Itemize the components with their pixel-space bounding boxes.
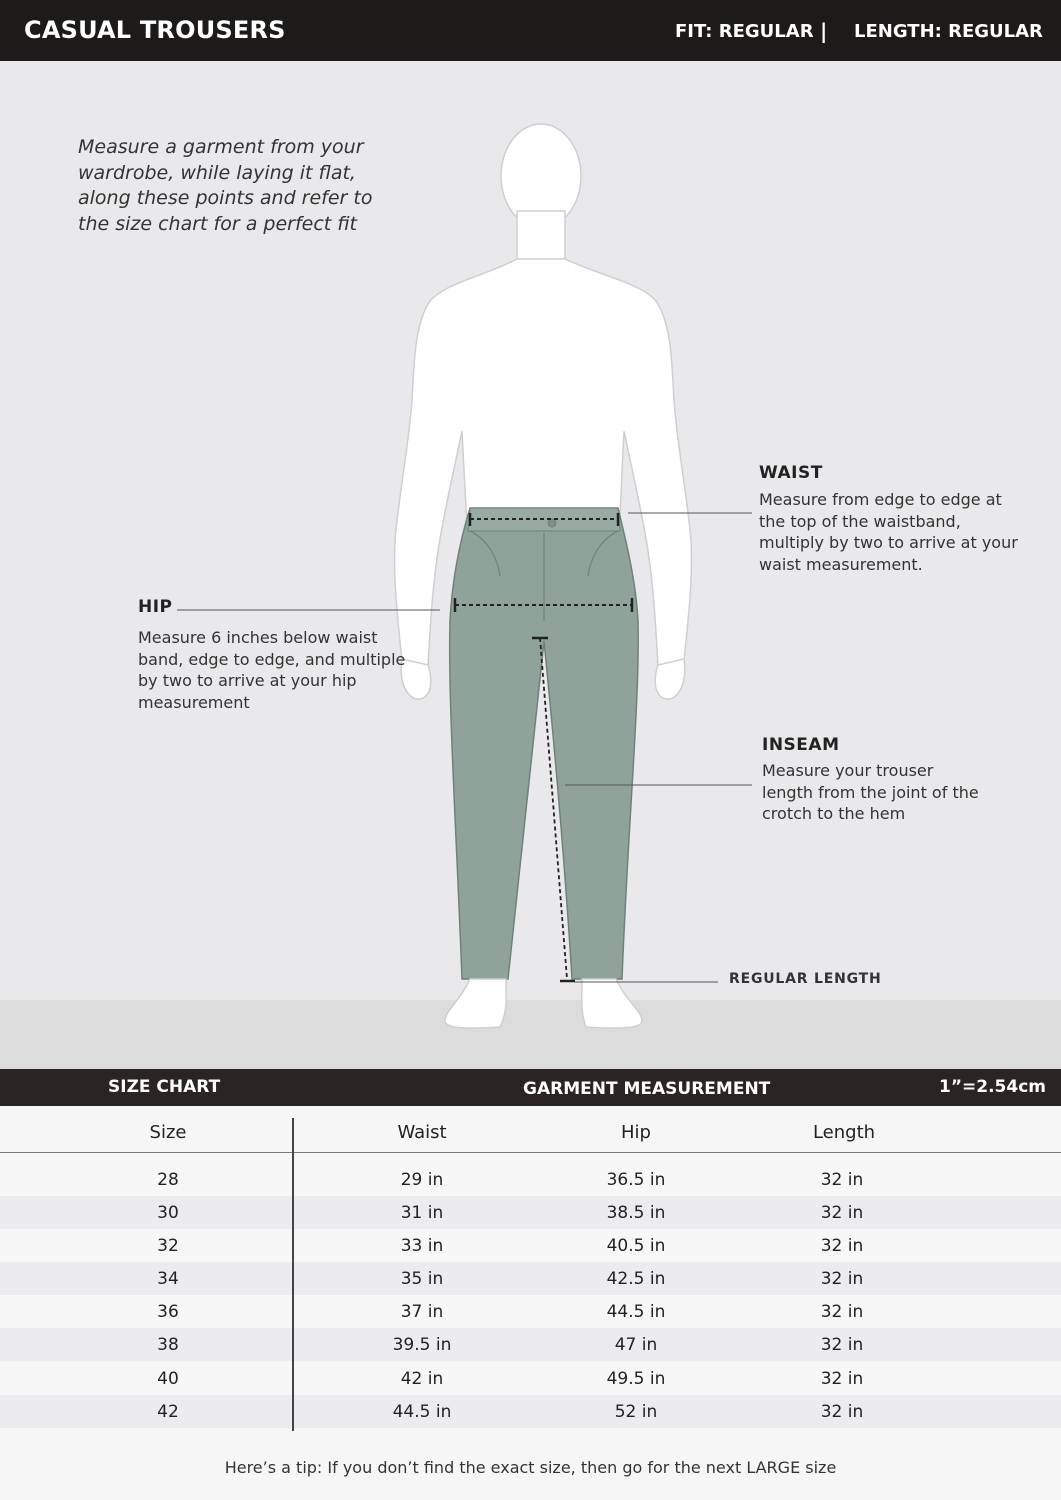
cell-length: 32 in: [820, 1236, 864, 1256]
cell-hip: 40.5 in: [606, 1236, 666, 1256]
cell-waist: 33 in: [400, 1236, 444, 1256]
cell-size: 30: [157, 1203, 179, 1223]
column-header-hip: Hip: [621, 1122, 651, 1143]
cell-length: 32 in: [820, 1170, 864, 1190]
table-row: [0, 1362, 1061, 1395]
column-header-waist: Waist: [397, 1122, 447, 1143]
cell-length: 32 in: [820, 1203, 864, 1223]
cell-size: 32: [157, 1236, 179, 1256]
length-label: LENGTH: REGULAR: [854, 21, 1043, 42]
header-bar: [0, 0, 1061, 61]
table-row: [0, 1262, 1061, 1295]
cell-size: 34: [157, 1269, 179, 1289]
cell-hip: 44.5 in: [606, 1302, 666, 1322]
cell-waist: 44.5 in: [392, 1402, 452, 1422]
cell-waist: 39.5 in: [392, 1335, 452, 1355]
cell-hip: 36.5 in: [606, 1170, 666, 1190]
table-row: [0, 1395, 1061, 1428]
cell-length: 32 in: [820, 1269, 864, 1289]
table-row: [0, 1229, 1061, 1262]
conversion-note: 1”=2.54cm: [939, 1077, 1046, 1097]
waist-title: WAIST: [759, 463, 823, 483]
cell-waist: 35 in: [400, 1269, 444, 1289]
cell-length: 32 in: [820, 1402, 864, 1422]
cell-size: 28: [157, 1170, 179, 1190]
cell-hip: 49.5 in: [606, 1369, 666, 1389]
cell-hip: 52 in: [614, 1402, 658, 1422]
cell-waist: 29 in: [400, 1170, 444, 1190]
inseam-title: INSEAM: [762, 735, 840, 755]
regular-length-label: REGULAR LENGTH: [729, 971, 882, 987]
measuring-instructions: Measure a garment from your wardrobe, while laying it flat, along these points and refer to the size chart for a perfect fit: [78, 136, 373, 235]
table-row: [0, 1295, 1061, 1328]
table-row: [0, 1163, 1061, 1196]
cell-length: 32 in: [820, 1302, 864, 1322]
hip-title: HIP: [138, 597, 173, 617]
cell-waist: 42 in: [400, 1369, 444, 1389]
inseam-description: Measure your trouser length from the joint of the crotch to the hem: [762, 761, 979, 823]
fit-label: FIT: REGULAR: [675, 21, 814, 42]
column-header-length: Length: [812, 1122, 876, 1143]
header-separator: |: [820, 19, 828, 43]
page-title: CASUAL TROUSERS: [24, 16, 286, 44]
cell-size: 38: [157, 1335, 179, 1355]
cell-size: 42: [157, 1402, 179, 1422]
garment-measurement-heading: GARMENT MEASUREMENT: [523, 1079, 771, 1099]
cell-size: 40: [157, 1369, 179, 1389]
column-divider: [292, 1118, 294, 1431]
cell-length: 32 in: [820, 1369, 864, 1389]
column-header-size: Size: [149, 1122, 187, 1143]
size-chart-label: SIZE CHART: [108, 1077, 221, 1097]
cell-hip: 38.5 in: [606, 1203, 666, 1223]
size-chart-bar: [0, 1069, 1061, 1106]
cell-size: 36: [157, 1302, 179, 1322]
cell-waist: 31 in: [400, 1203, 444, 1223]
table-row: [0, 1328, 1061, 1361]
size-table: [0, 1106, 1061, 1500]
cell-hip: 47 in: [614, 1335, 658, 1355]
table-row: [0, 1196, 1061, 1229]
sizing-tip: Here’s a tip: If you don’t find the exact size, then go for the next LARGE size: [224, 1458, 837, 1477]
cell-waist: 37 in: [400, 1302, 444, 1322]
table-header: [0, 1106, 1061, 1153]
waist-description: Measure from edge to edge at the top of the waistband, multiply by two to arrive at your waist measurement.: [759, 490, 1018, 574]
hip-description: Measure 6 inches below waist band, edge to edge, and multiple by two to arrive at your hip measurement: [138, 628, 406, 712]
cell-hip: 42.5 in: [606, 1269, 666, 1289]
cell-length: 32 in: [820, 1335, 864, 1355]
